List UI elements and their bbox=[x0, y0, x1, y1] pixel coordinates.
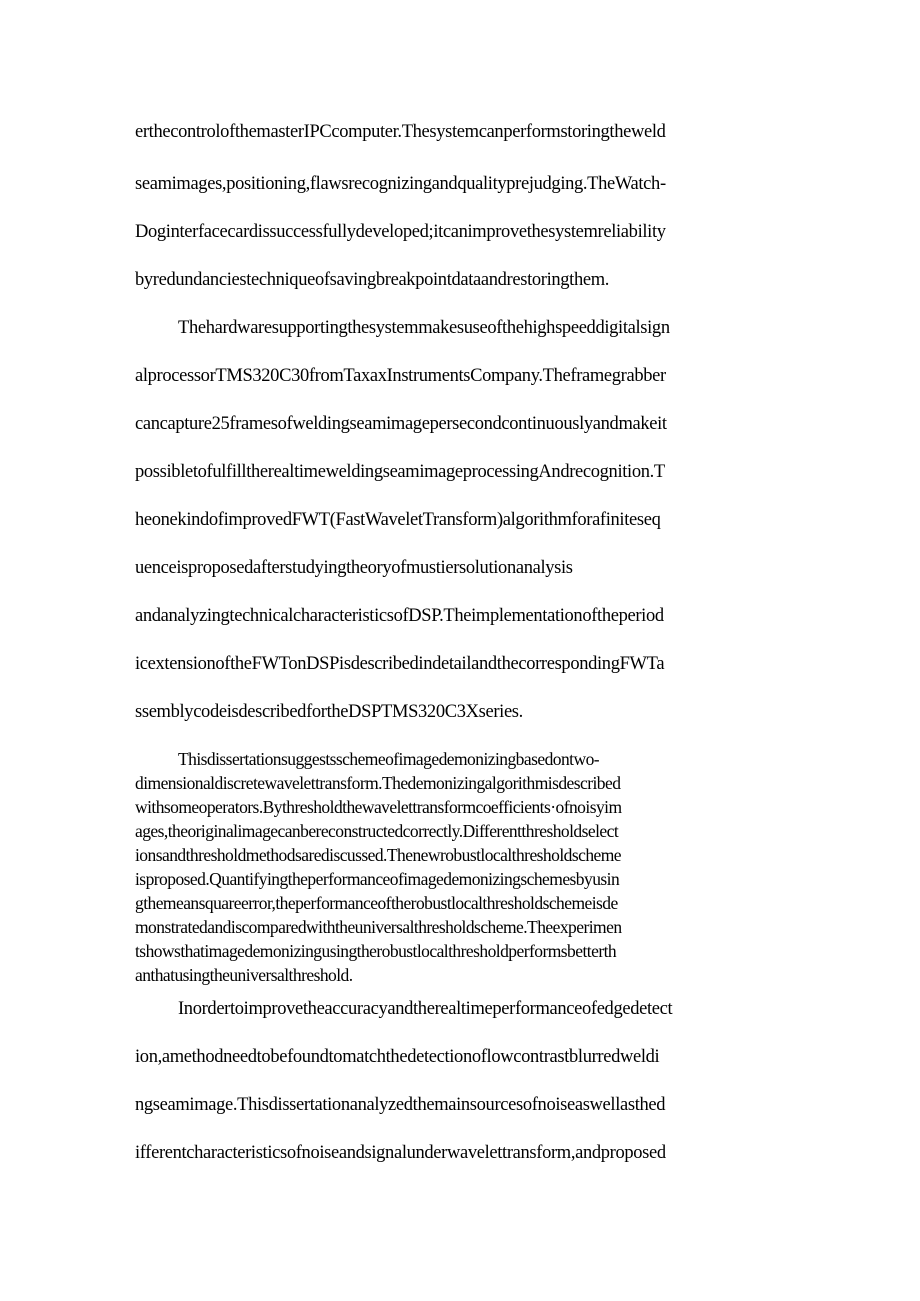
text-line: Doginterfacecardissuccessfullydeveloped;itcanimprovethesystemreliability bbox=[135, 222, 666, 242]
text-line: ngseamimage.Thisdissertationanalyzedthemainsourcesofnoiseaswellasthed bbox=[135, 1095, 666, 1115]
text-line: seamimages,positioning,flawsrecognizingandqualityprejudging.TheWatch- bbox=[135, 174, 666, 194]
text-line: gthemeansquareerror,theperformanceoftherobustlocalthresholdschemeisde bbox=[135, 893, 618, 913]
text-line: ifferentcharacteristicsofnoiseandsignalunderwavelettransform,andproposed bbox=[135, 1143, 666, 1163]
text-line: andanalyzingtechnicalcharacteristicsofDSP.Theimplementationoftheperiod bbox=[135, 606, 664, 626]
text-line: Inordertoimprovetheaccuracyandtherealtimeperformanceofedgedetect bbox=[178, 999, 673, 1019]
text-line: dimensionaldiscretewavelettransform.Thedemonizingalgorithmisdescribed bbox=[135, 773, 621, 793]
text-line: ssemblycodeisdescribedfortheDSPTMS320C3Xseries. bbox=[135, 702, 523, 722]
text-line: Thehardwaresupportingthesystemmakesuseofthehighspeeddigitalsign bbox=[178, 318, 670, 338]
text-line: monstratedandiscomparedwiththeuniversalthresholdscheme.Theexperimen bbox=[135, 917, 622, 937]
text-line: ionsandthresholdmethodsarediscussed.Thenewrobustlocalthresholdscheme bbox=[135, 845, 622, 865]
text-line: cancapture25framesofweldingseamimagepersecondcontinuouslyandmakeit bbox=[135, 414, 667, 434]
text-line: tshowsthatimagedemonizingusingtherobustlocalthresholdperformsbetterth bbox=[135, 941, 617, 961]
text-line: withsomeoperators.Bythresholdthewavelettransformcoefficients·ofnoisyim bbox=[135, 797, 622, 817]
text-line: possibletofulfilltherealtimeweldingseamimageprocessingAndrecognition.T bbox=[135, 462, 665, 482]
text-line: Thisdissertationsuggestsschemeofimagedemonizingbasedontwo- bbox=[178, 749, 600, 769]
text-line: ion,amethodneedtobefoundtomatchthedetectionoflowcontrastblurredweldi bbox=[135, 1047, 660, 1067]
text-line: heonekindofimprovedFWT(FastWaveletTransform)algorithmforafiniteseq bbox=[135, 510, 661, 530]
text-line: alprocessorTMS320C30fromTaxaxInstrumentsCompany.Theframegrabber bbox=[135, 366, 666, 386]
text-line: ages,theoriginalimagecanbereconstructedcorrectly.Differentthresholdselect bbox=[135, 821, 619, 841]
text-line: anthatusingtheuniversalthreshold. bbox=[135, 965, 353, 985]
text-line: uenceisproposedafterstudyingtheoryofmustiersolutionanalysis bbox=[135, 558, 573, 578]
text-line: erthecontrolofthemasterIPCcomputer.Thesystemcanperformstoringtheweld bbox=[135, 122, 666, 142]
text-line: byredundanciestechniqueofsavingbreakpointdataandrestoringthem. bbox=[135, 270, 610, 290]
text-line: icextensionoftheFWTonDSPisdescribedindetailandthecorrespondingFWTa bbox=[135, 654, 665, 674]
text-line: isproposed.Quantifyingtheperformanceofimagedemonizingschemesbyusin bbox=[135, 869, 620, 889]
